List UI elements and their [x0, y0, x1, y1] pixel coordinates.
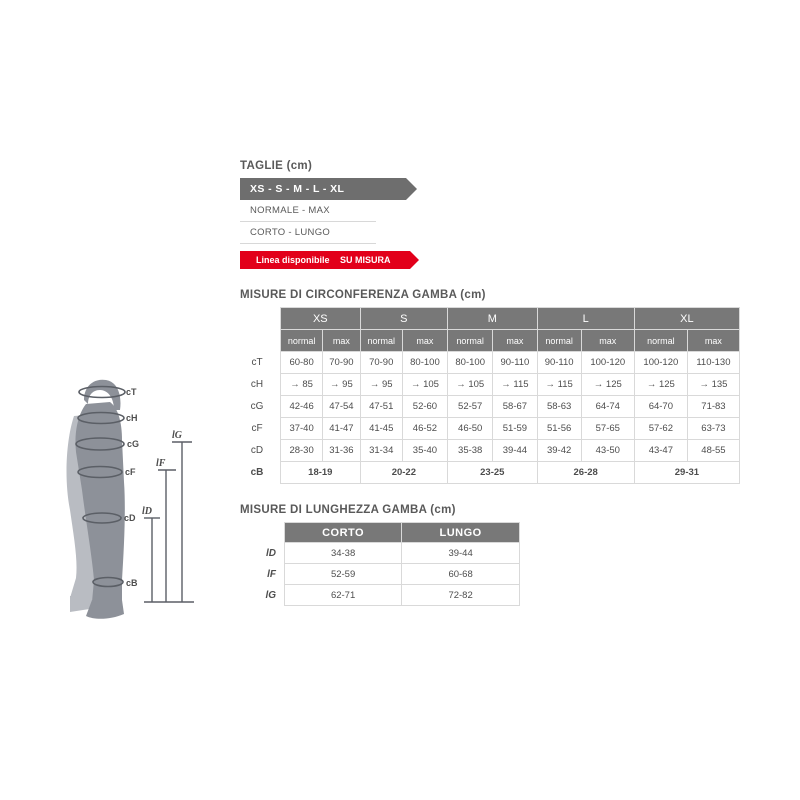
- cell-cG-3: 52-60: [402, 396, 447, 418]
- row-label-lG: lG: [240, 585, 285, 606]
- cell-cT-8: 100-120: [634, 352, 687, 374]
- size-bar-label: XS - S - M - L - XL: [250, 183, 345, 195]
- cell-cH-4: → 105: [448, 374, 493, 396]
- row-label-cD: cD: [240, 440, 281, 462]
- sizes-title: TAGLIE (cm): [240, 160, 313, 172]
- label-cD: cD: [124, 513, 136, 523]
- label-cF: cF: [125, 467, 136, 477]
- sizes-subrow-label-1: CORTO - LUNGO: [250, 227, 331, 238]
- cell-cH-7: → 125: [581, 374, 634, 396]
- subheader-l-normal: normal: [537, 330, 581, 352]
- sizes-subrow-label-0: NORMALE - MAX: [250, 205, 330, 216]
- header-size-m: M: [448, 308, 537, 330]
- table-row: [240, 396, 740, 418]
- cell-cB-3: 26-28: [537, 462, 634, 484]
- label-lG: lG: [172, 430, 182, 441]
- length-table: [240, 522, 520, 606]
- table-row: [240, 564, 520, 585]
- cell-cD-3: 35-40: [402, 440, 447, 462]
- subheader-l-max: max: [581, 330, 634, 352]
- cell-cF-7: 57-65: [581, 418, 634, 440]
- cell-cG-7: 64-74: [581, 396, 634, 418]
- cell-lG-lungo: 72-82: [402, 585, 520, 606]
- cell-lG-corto: 62-71: [285, 585, 402, 606]
- row-label-cF: cF: [240, 418, 281, 440]
- cell-cH-8: → 125: [634, 374, 687, 396]
- cell-cD-1: 31-36: [323, 440, 360, 462]
- header-size-xl: XL: [634, 308, 739, 330]
- sizes-subrow-corto-lungo: [240, 222, 376, 244]
- cell-cB-1: 20-22: [360, 462, 447, 484]
- header-size-l: L: [537, 308, 634, 330]
- available-banner: [240, 251, 410, 269]
- available-prefix: Linea disponibile: [256, 255, 333, 265]
- cell-lF-corto: 52-59: [285, 564, 402, 585]
- table-row: [240, 543, 520, 564]
- cell-cD-8: 43-47: [634, 440, 687, 462]
- sizes-block: [240, 160, 740, 269]
- corner-cell-2: [240, 330, 281, 352]
- cell-cD-4: 35-38: [448, 440, 493, 462]
- cell-cG-5: 58-67: [493, 396, 537, 418]
- cell-cT-7: 100-120: [581, 352, 634, 374]
- subheader-xl-max: max: [687, 330, 739, 352]
- cell-cB-0: 18-19: [281, 462, 361, 484]
- cell-cD-2: 31-34: [360, 440, 402, 462]
- label-cT: cT: [126, 387, 137, 397]
- cell-cF-9: 63-73: [687, 418, 739, 440]
- header-corto: CORTO: [285, 523, 402, 543]
- label-cG: cG: [127, 439, 140, 449]
- cell-cT-0: 60-80: [281, 352, 323, 374]
- subheader-xs-max: max: [323, 330, 360, 352]
- table-row: [240, 374, 740, 396]
- row-label-cG: cG: [240, 396, 281, 418]
- cell-cH-3: → 105: [402, 374, 447, 396]
- cell-cT-6: 90-110: [537, 352, 581, 374]
- length-corner-cell: [240, 523, 285, 543]
- cell-cF-2: 41-45: [360, 418, 402, 440]
- cell-cD-5: 39-44: [493, 440, 537, 462]
- size-bar: [240, 178, 406, 200]
- cell-cG-0: 42-46: [281, 396, 323, 418]
- cell-cF-0: 37-40: [281, 418, 323, 440]
- circumference-title: MISURE DI CIRCONFERENZA GAMBA (cm): [240, 289, 486, 301]
- cell-cH-2: → 95: [360, 374, 402, 396]
- table-row: [240, 352, 740, 374]
- circumference-size-header-row: [240, 308, 740, 330]
- row-label-cT: cT: [240, 352, 281, 374]
- cell-cD-6: 39-42: [537, 440, 581, 462]
- subheader-xs-normal: normal: [281, 330, 323, 352]
- header-lungo: LUNGO: [402, 523, 520, 543]
- cell-lD-lungo: 39-44: [402, 543, 520, 564]
- cell-cH-0: → 85: [281, 374, 323, 396]
- cell-lD-corto: 34-38: [285, 543, 402, 564]
- sizes-subrow-normale-max: [240, 200, 376, 222]
- cell-cG-1: 47-54: [323, 396, 360, 418]
- cell-cG-4: 52-57: [448, 396, 493, 418]
- leg-diagram: [60, 370, 230, 630]
- subheader-s-max: max: [402, 330, 447, 352]
- content-column: [240, 160, 740, 606]
- header-size-xs: XS: [281, 308, 361, 330]
- length-title: MISURE DI LUNGHEZZA GAMBA (cm): [240, 504, 456, 516]
- length-header-row: [240, 523, 520, 543]
- cell-lF-lungo: 60-68: [402, 564, 520, 585]
- available-bold: SU MISURA: [340, 255, 391, 265]
- circumference-block: [240, 289, 740, 484]
- cell-cF-4: 46-50: [448, 418, 493, 440]
- cell-cF-8: 57-62: [634, 418, 687, 440]
- label-cB: cB: [126, 578, 138, 588]
- subheader-m-max: max: [493, 330, 537, 352]
- row-label-cH: cH: [240, 374, 281, 396]
- cell-cH-1: → 95: [323, 374, 360, 396]
- cell-cT-5: 90-110: [493, 352, 537, 374]
- cell-cG-2: 47-51: [360, 396, 402, 418]
- cell-cD-0: 28-30: [281, 440, 323, 462]
- cell-cH-5: → 115: [493, 374, 537, 396]
- length-block: [240, 504, 740, 606]
- table-row: [240, 585, 520, 606]
- available-banner-text: [240, 255, 391, 265]
- cell-cH-6: → 115: [537, 374, 581, 396]
- table-row: [240, 440, 740, 462]
- subheader-s-normal: normal: [360, 330, 402, 352]
- label-cH: cH: [126, 413, 138, 423]
- row-label-lF: lF: [240, 564, 285, 585]
- label-lD: lD: [142, 506, 152, 517]
- cell-cB-4: 29-31: [634, 462, 739, 484]
- cell-cF-3: 46-52: [402, 418, 447, 440]
- cell-cT-9: 110-130: [687, 352, 739, 374]
- row-label-cB: cB: [240, 462, 281, 484]
- row-label-lD: lD: [240, 543, 285, 564]
- header-size-s: S: [360, 308, 447, 330]
- cell-cD-7: 43-50: [581, 440, 634, 462]
- cell-cT-4: 80-100: [448, 352, 493, 374]
- cell-cG-6: 58-63: [537, 396, 581, 418]
- cell-cD-9: 48-55: [687, 440, 739, 462]
- front-foot-shape: [86, 600, 124, 619]
- cell-cB-2: 23-25: [448, 462, 537, 484]
- cell-cF-6: 51-56: [537, 418, 581, 440]
- cell-cT-1: 70-90: [323, 352, 360, 374]
- cell-cG-8: 64-70: [634, 396, 687, 418]
- cell-cF-1: 41-47: [323, 418, 360, 440]
- corner-cell: [240, 308, 281, 330]
- cell-cT-3: 80-100: [402, 352, 447, 374]
- circumference-table: [240, 307, 740, 484]
- circumference-sub-header-row: [240, 330, 740, 352]
- cell-cH-9: → 135: [687, 374, 739, 396]
- label-lF: lF: [156, 458, 166, 469]
- table-row: [240, 418, 740, 440]
- cell-cT-2: 70-90: [360, 352, 402, 374]
- table-row: [240, 462, 740, 484]
- subheader-m-normal: normal: [448, 330, 493, 352]
- cell-cG-9: 71-83: [687, 396, 739, 418]
- cell-cF-5: 51-59: [493, 418, 537, 440]
- subheader-xl-normal: normal: [634, 330, 687, 352]
